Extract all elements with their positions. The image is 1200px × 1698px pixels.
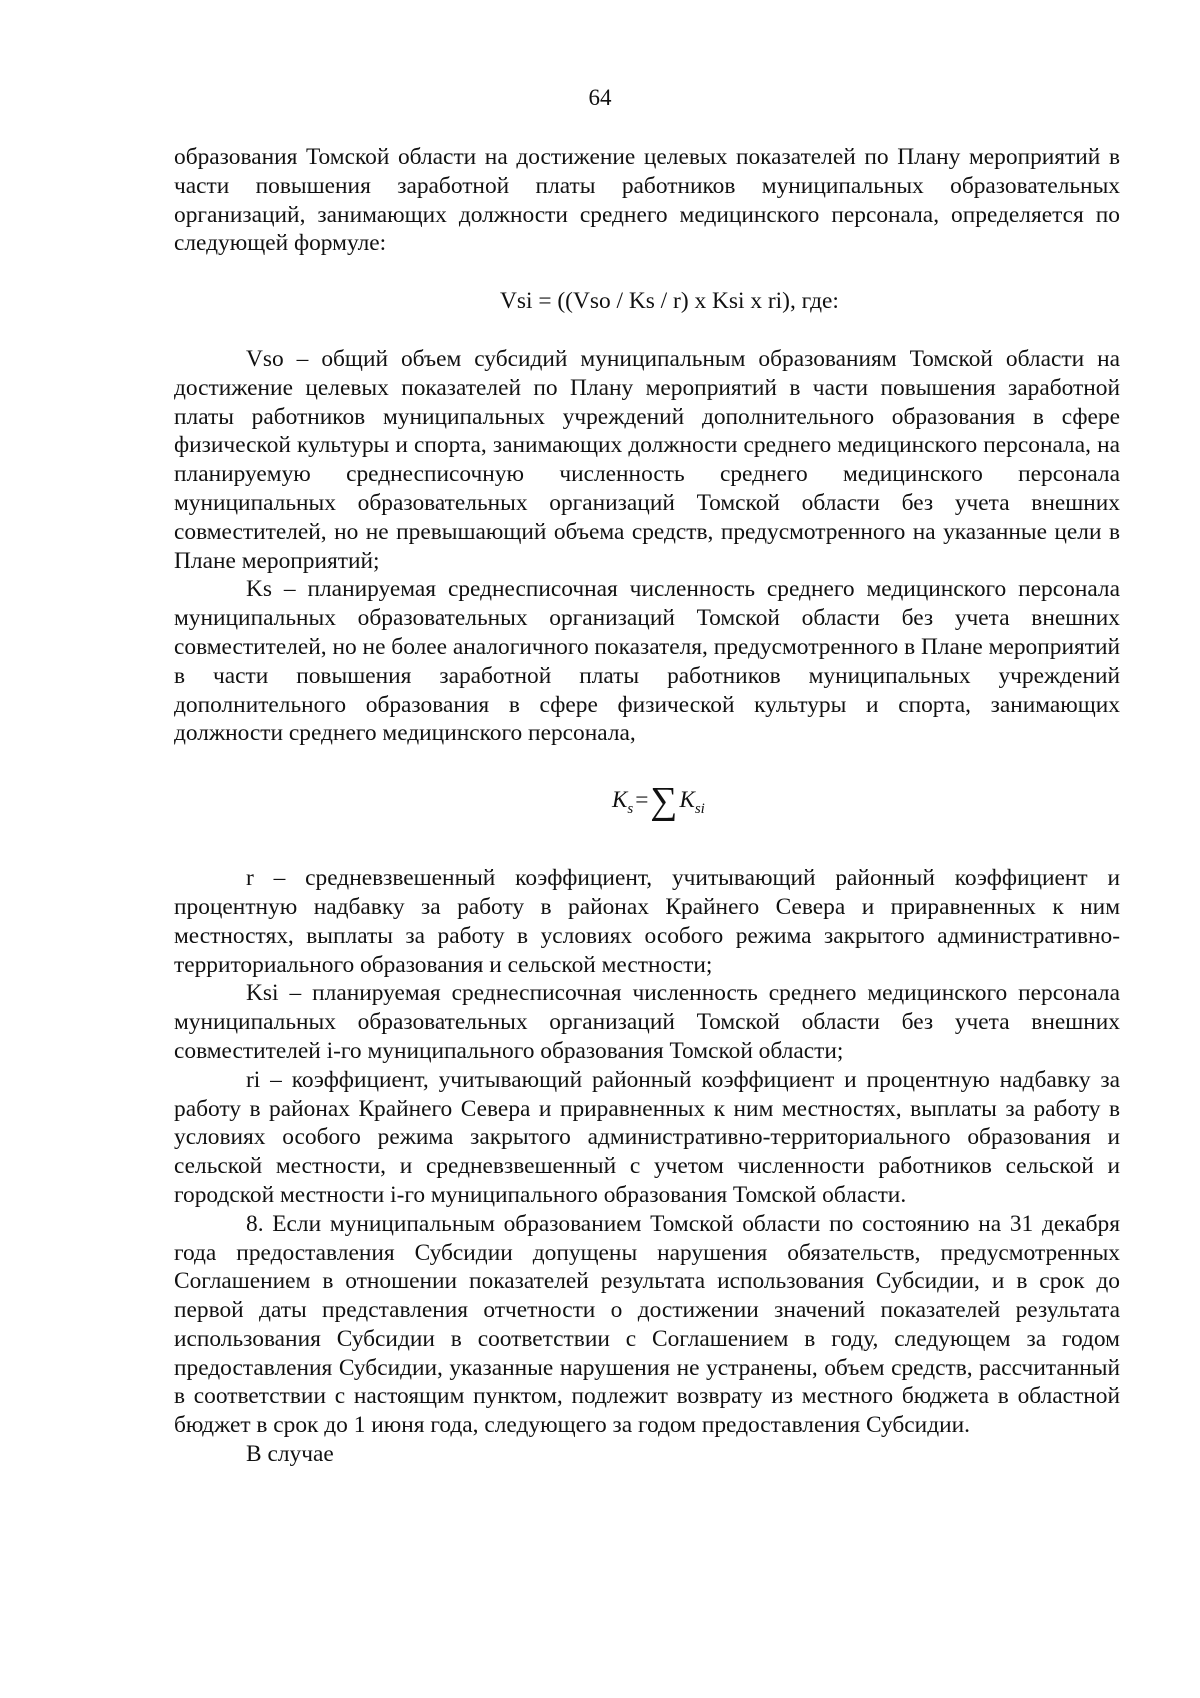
paragraph-intro: образования Томской области на достижение целевых показателей по Плану мероприятий в части повышения заработной платы работников муниципальных образовательных организаций, занимающих должности среднего медицинского персонала, определяется по следующей формуле:	[174, 144, 1120, 257]
paragraph-ks-definition: Ks – планируемая среднесписочная численность среднего медицинского персонала муниципальных образовательных организаций Томской области без учета внешних совместителей, но не более аналогичного показателя, предусмотренного в Плане мероприятий в части повышения заработной платы работников муниципальных учреждений дополнительного образования в сфере физической культуры и спорта, занимающих должности среднего медицинского персонала,	[174, 576, 1120, 747]
sum-symbol: ∑	[650, 780, 678, 823]
paragraph-vso-definition: Vso – общий объем субсидий муниципальным образованиям Томской области на достижение целевых показателей по Плану мероприятий в части повышения заработной платы работников муниципальных учреждений дополнительного образования в сфере физической культуры и спорта, занимающих должности среднего медицинского персонала, на планируемую среднесписочную численность среднего медицинского персонала муниципальных образовательных организаций Томской области без учета внешних совместителей, но не превышающий объема средств, предусмотренного на указанные цели в Плане мероприятий;	[174, 345, 1120, 574]
formula-lhs: K	[612, 787, 628, 813]
paragraph-item-8: 8. Если муниципальным образованием Томской области по состоянию на 31 декабря года предоставления Субсидии допущены нарушения обязательств, предусмотренных Соглашением в отношении показателей результата использования Субсидии, и в срок до первой даты представления отчетности о достижении значений показателей результата использования Субсидии в соответствии с Соглашением в году, следующем за годом предоставления Субсидии, указанные нарушения не устранены, объем средств, рассчитанный в соответствии с настоящим пунктом, подлежит возврату из местного бюджета в областной бюджет в срок до 1 июня года, следующего за годом предоставления Субсидии.	[174, 1210, 1120, 1439]
formula-equals: =	[635, 787, 649, 814]
page-number: 64	[588, 85, 612, 110]
formula-rhs: K	[679, 787, 695, 813]
formula-rhs-subscript: si	[694, 801, 705, 818]
paragraph-r-definition: r – средневзвешенный коэффициент, учитывающий районный коэффициент и процентную надбавку за работу в районах Крайнего Севера и приравненных к ним местностях, выплаты за работу в условиях особого режима закрытого административно-территориального образования и сельской местности;	[174, 865, 1120, 978]
paragraph-ri-definition: ri – коэффициент, учитывающий районный коэффициент и процентную надбавку за работу в районах Крайнего Севера и приравненных к ним местностях, выплаты за работу в условиях особого режима закрытого административно-территориального образования и сельской местности, и средневзвешенный с учетом численности работников сельской и городской местности i-го муниципального образования Томской области.	[174, 1066, 1120, 1208]
formula-lhs-subscript: s	[627, 801, 634, 818]
formula-ks-sum	[174, 780, 1120, 826]
document-body	[174, 143, 1120, 1469]
formula-vsi: Vsi = ((Vso / Ks / r) x Ksi x ri), где:	[500, 288, 839, 315]
paragraph-continuation: В случае	[246, 1441, 334, 1468]
paragraph-ksi-definition: Ksi – планируемая среднесписочная численность среднего медицинского персонала муниципальных образовательных организаций Томской области без учета внешних совместителей i-го муниципального образования Томской области;	[174, 980, 1120, 1064]
